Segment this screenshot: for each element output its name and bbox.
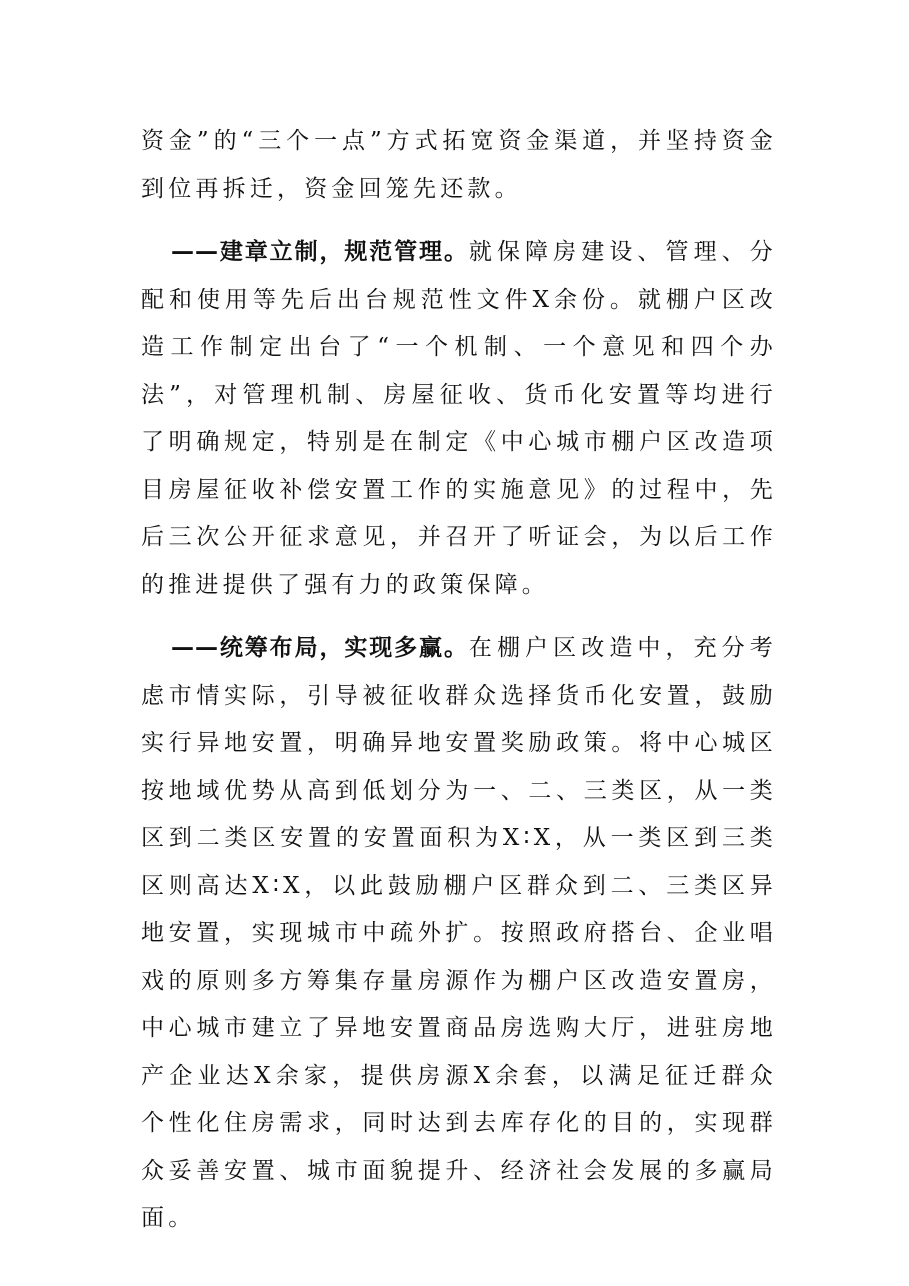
paragraph-text: 就保障房建设、管理、分配和使用等先后出台规范性文件X余份。就棚户区改造工作制定出台了“一个机制、一个意见和四个办法”，对管理机制、房屋征收、货币化安置等均进行了明确规定，特别是在制定《中心城市棚户区改造项目房屋征收补偿安置工作的实施意见》的过程中，先后三次公开征求意见，并召开了听证会，为以后工作的推进提供了强有力的政策保障。 <box>141 239 778 598</box>
paragraph-text: 资金”的“三个一点”方式拓宽资金渠道，并坚持资金到位再拆迁，资金回笼先还款。 <box>141 128 777 202</box>
paragraph-heading: ——统筹布局，实现多赢。 <box>171 635 469 661</box>
document-body <box>141 118 777 1243</box>
paragraph-heading: ——建章立制，规范管理。 <box>171 239 469 265</box>
paragraph-regulations <box>141 229 777 609</box>
paragraph-text: 在棚户区改造中，充分考虑市情实际，引导被征收群众选择货币化安置，鼓励实行异地安置，明确异地安置奖励政策。将中心城区按地域优势从高到低划分为一、二、三类区，从一类区到二类区安置的安置面积为X∶X，从一类区到三类区则高达X∶X，以此鼓励棚户区群众到二、三类区异地安置，实现城市中疏外扩。按照政府搭台、企业唱戏的原则多方筹集存量房源作为棚户区改造安置房，中心城市建立了异地安置商品房选购大厅，进驻房地产企业达X余家，提供房源X余套，以满足征迁群众个性化住房需求，同时达到去库存化的目的，实现群众妥善安置、城市面貌提升、经济社会发展的多赢局面。 <box>141 635 778 1231</box>
paragraph-funding-continuation <box>141 118 777 213</box>
paragraph-overall-planning <box>141 625 777 1243</box>
